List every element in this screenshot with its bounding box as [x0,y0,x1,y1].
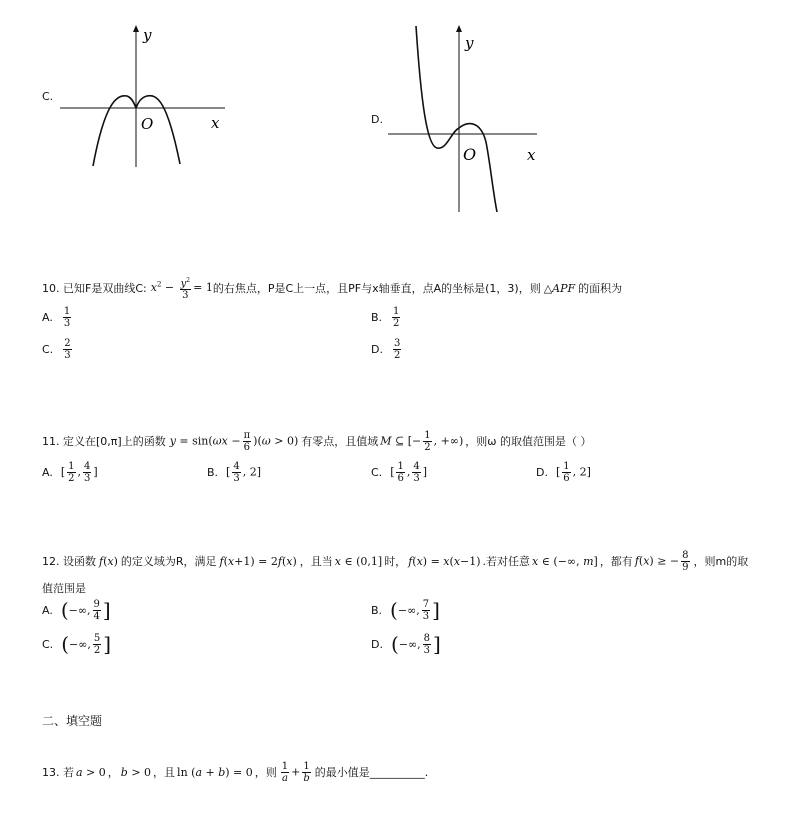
option-denominator: 3 [422,610,430,622]
q12-x-interval: x ∈ (−∞, m] [532,554,598,568]
q11-stem-b: 有零点，且值域 [301,435,379,448]
option-label: D. [371,343,383,356]
q12-stem-c: ，且当 [299,555,333,568]
option-label: C. [371,466,383,479]
q10-triangle: △APF [543,281,576,295]
q13-stem-a: 13. 若 [42,766,74,779]
q13-expression: $\frac{1}{a}$ + $\frac{1}{b}$ [281,760,310,784]
option-label: D. [371,637,383,651]
option-denominator: 3 [423,644,431,656]
q12-option-c[interactable] [42,632,111,656]
graph-c-option-label: C. [42,90,54,103]
q12-domain-interval: x ∈ (0,1] [334,554,383,568]
q12-stem-b: 的定义域为R，满足 [120,555,217,568]
option-numerator: 9 [93,598,100,610]
q12-stem-d: 时， [384,555,407,568]
q12-inequality: f(x) ≥ − $\frac{8}{9}$ [634,549,689,573]
question-11-stem [42,427,591,455]
option-label: A. [42,466,53,479]
q11-option-d[interactable] [536,461,591,484]
q12-option-b[interactable] [371,598,440,622]
option-label: A. [42,311,53,324]
q12-option-d[interactable] [371,632,441,656]
q13-log-condition: ln (a + b) = 0 [177,765,253,779]
q12-fx: f(x) [99,554,118,568]
option-denominator: 3 [63,318,71,329]
option-numerator: 2 [64,338,71,349]
option-numerator: 1 [393,306,400,317]
option-denominator: 2 [393,318,400,329]
option-label: C. [42,343,54,356]
option-label: C. [42,637,54,651]
graph-c [55,22,235,172]
option-numerator: 1 [63,306,71,317]
option-label: A. [42,603,53,617]
option-label: B. [207,466,219,479]
option-label: B. [371,603,383,617]
question-12-stem [42,547,748,575]
option-interval: [ $\frac{1}{6}$ , $\frac{4}{3}$ ] [390,461,428,484]
graph-c-ylabel: y [143,26,152,44]
option-numerator: 8 [423,632,431,644]
q11-option-c[interactable] [371,461,427,484]
graph-d-ylabel: y [465,34,474,52]
question-10-stem [42,274,622,302]
q13-answer-blank[interactable]: __________. [369,765,429,779]
graph-c-origin: O [141,115,154,133]
graph-d-option-label: D. [371,113,383,126]
option-numerator: 5 [93,632,101,644]
option-denominator: 2 [393,350,401,361]
q10-stem-a: 10. 已知F是双曲线C: [42,282,147,295]
q12-option-a[interactable] [42,598,111,622]
option-interval: ( −∞, $\frac{9}{4}$ ] [60,598,111,622]
graph-d-origin: O [463,145,477,164]
q12-stem-line2: 值范围是 [42,582,86,595]
q11-option-b[interactable] [207,461,261,484]
q12-stem-f: ，都有 [599,555,633,568]
q10-hyperbola-equation: $x^2$ − $\frac{y^2}{3}$ = 1 [150,276,213,302]
option-label: B. [371,311,383,324]
option-interval: [ $\frac{4}{3}$ , 2] [226,461,262,484]
q11-stem-a: 11. 定义在[0,π]上的函数 [42,435,166,448]
q13-a-positive: a > 0 [76,765,106,779]
q11-function: y = sin(ωx − $\frac{\pi}{6}$ )(ω > 0) [169,429,299,453]
section-title: 二、填空题 [42,714,103,728]
graph-d-xlabel: x [527,146,536,164]
option-interval: ( −∞, $\frac{7}{3}$ ] [390,598,440,622]
q13-stem-b: ， [107,766,119,779]
q13-stem-d: ，则 [254,766,277,779]
q12-stem-a: 12. 设函数 [42,555,96,568]
option-denominator: 3 [64,350,71,361]
q11-option-a[interactable] [42,461,98,484]
option-numerator: 3 [393,338,401,349]
q11-range-set: M ⊆ [− $\frac{1}{2}$ , +∞) [380,429,464,453]
option-interval: ( −∞, $\frac{8}{3}$ ] [390,632,441,656]
q12-stem-g: ，则m的取 [693,555,749,568]
q10-option-d[interactable] [371,338,403,361]
q10-option-c[interactable] [42,338,74,361]
graph-d [385,22,545,217]
graph-c-xlabel: x [211,114,220,132]
q10-stem-c: 的面积为 [578,282,623,295]
graph-d-curve [416,26,497,212]
option-denominator: 2 [93,644,101,656]
q12-stem-e: .若对任意 [482,555,531,568]
q10-stem-b: 的右焦点，P是C上一点，且PF与x轴垂直，点A的坐标是(1，3)，则 [212,282,541,295]
q11-stem-c: ，则ω 的取值范围是（ ） [465,435,592,448]
q10-option-b[interactable] [371,306,402,329]
q12-functional-equation: f(x+1) = 2f(x) [219,554,297,568]
question-13-stem [42,758,428,786]
option-denominator: 4 [93,610,100,622]
q13-stem-c: ，且 [153,766,176,779]
q10-option-a[interactable] [42,306,73,329]
option-interval: ( −∞, $\frac{5}{2}$ ] [61,632,112,656]
q12-definition: f(x) = x(x−1) [408,554,481,568]
q13-b-positive: b > 0 [120,765,152,779]
option-interval: [ $\frac{1}{6}$ , 2] [555,461,591,484]
option-label: D. [536,466,548,479]
option-interval: [ $\frac{1}{2}$ , $\frac{4}{3}$ ] [60,461,98,484]
q13-stem-e: 的最小值是 [314,766,370,779]
option-numerator: 7 [422,598,430,610]
